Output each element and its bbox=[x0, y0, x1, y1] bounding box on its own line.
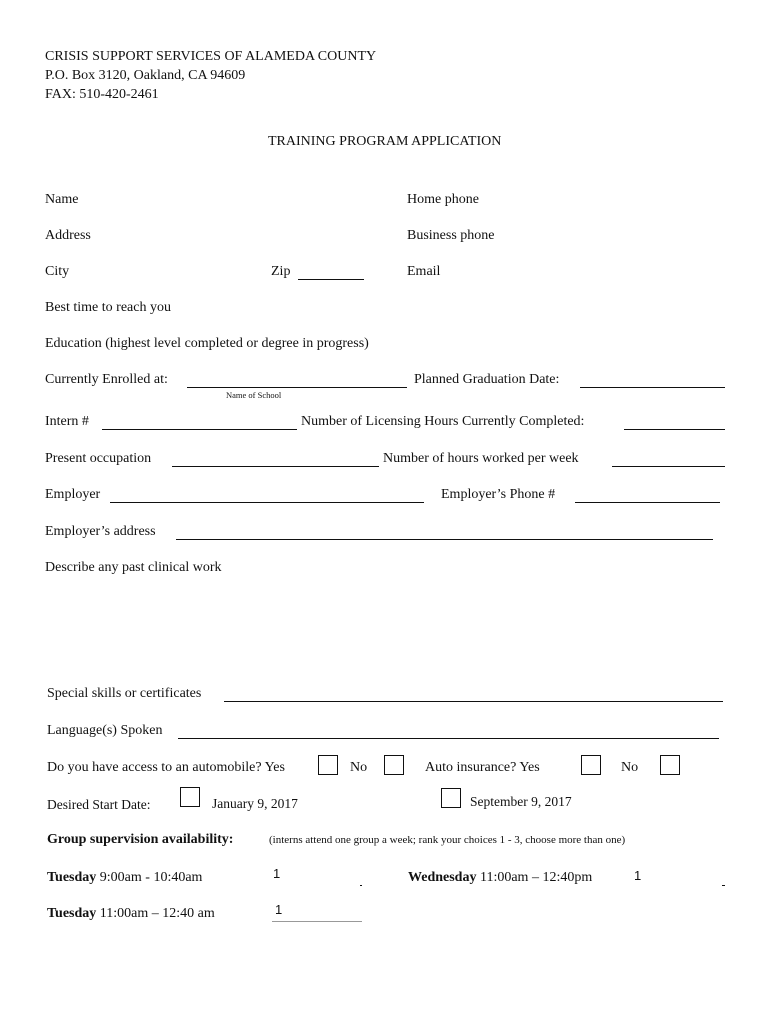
business-phone-label: Business phone bbox=[407, 228, 495, 243]
enrolled-label: Currently Enrolled at: bbox=[45, 372, 168, 387]
slot-day: Wednesday bbox=[408, 870, 477, 885]
hours-per-week-label: Number of hours worked per week bbox=[383, 451, 579, 466]
slot-day: Tuesday bbox=[47, 906, 97, 921]
slot-tuesday-late bbox=[47, 906, 215, 922]
start-september-label: September 9, 2017 bbox=[470, 794, 572, 809]
school-caption: Name of School bbox=[226, 390, 282, 400]
licensing-hours-field[interactable] bbox=[624, 429, 725, 430]
slot-rank[interactable]: 1 bbox=[273, 866, 281, 881]
skills-label: Special skills or certificates bbox=[47, 686, 202, 701]
slot-tuesday-morning bbox=[47, 870, 202, 886]
graduation-field[interactable] bbox=[580, 387, 725, 388]
employer-field[interactable] bbox=[110, 502, 424, 503]
employer-phone-label: Employer’s Phone # bbox=[441, 487, 556, 502]
intern-field[interactable] bbox=[102, 429, 297, 430]
start-january-checkbox[interactable] bbox=[180, 787, 200, 807]
supervision-note: (interns attend one group a week; rank your choices 1 - 3, choose more than one) bbox=[269, 834, 626, 846]
start-january-label: January 9, 2017 bbox=[212, 796, 298, 811]
employer-address-label: Employer’s address bbox=[45, 524, 156, 539]
licensing-hours-label: Number of Licensing Hours Currently Completed: bbox=[301, 414, 585, 429]
home-phone-label: Home phone bbox=[407, 192, 479, 207]
page-title: TRAINING PROGRAM APPLICATION bbox=[268, 134, 502, 149]
city-label: City bbox=[45, 264, 70, 279]
slot-time: 11:00am – 12:40pm bbox=[476, 870, 593, 885]
occupation-label: Present occupation bbox=[45, 451, 152, 466]
slot-rank-field[interactable] bbox=[360, 885, 362, 886]
insurance-yes-checkbox[interactable] bbox=[581, 755, 601, 775]
org-header bbox=[45, 47, 376, 104]
clinical-work-label: Describe any past clinical work bbox=[45, 560, 222, 575]
employer-address-field[interactable] bbox=[176, 539, 713, 540]
occupation-field[interactable] bbox=[172, 466, 379, 467]
slot-rank[interactable]: 1 bbox=[275, 902, 283, 917]
zip-field[interactable] bbox=[298, 279, 364, 280]
school-field[interactable] bbox=[187, 387, 407, 388]
slot-day: Tuesday bbox=[47, 870, 97, 885]
zip-label: Zip bbox=[271, 264, 291, 279]
languages-field[interactable] bbox=[178, 738, 719, 739]
start-september-checkbox[interactable] bbox=[441, 788, 461, 808]
automobile-no-checkbox[interactable] bbox=[384, 755, 404, 775]
supervision-label: Group supervision availability: bbox=[47, 832, 234, 847]
slot-rank[interactable]: 1 bbox=[634, 868, 642, 883]
hours-per-week-field[interactable] bbox=[612, 466, 725, 467]
slot-rank-field[interactable] bbox=[272, 921, 362, 922]
start-date-label: Desired Start Date: bbox=[47, 797, 151, 812]
slot-time: 11:00am – 12:40 am bbox=[96, 906, 215, 921]
org-address: P.O. Box 3120, Oakland, CA 94609 bbox=[45, 68, 246, 83]
insurance-question: Auto insurance? Yes bbox=[425, 760, 540, 775]
slot-wednesday bbox=[408, 870, 592, 886]
languages-label: Language(s) Spoken bbox=[47, 723, 163, 738]
insurance-no-label: No bbox=[621, 760, 639, 775]
address-label: Address bbox=[45, 228, 91, 243]
org-fax: FAX: 510-420-2461 bbox=[45, 87, 159, 102]
org-name: CRISIS SUPPORT SERVICES OF ALAMEDA COUNTY bbox=[45, 49, 377, 64]
slot-time: 9:00am - 10:40am bbox=[96, 870, 203, 885]
employer-label: Employer bbox=[45, 487, 101, 502]
employer-phone-field[interactable] bbox=[575, 502, 720, 503]
graduation-label: Planned Graduation Date: bbox=[414, 372, 560, 387]
skills-field[interactable] bbox=[224, 701, 723, 702]
automobile-yes-checkbox[interactable] bbox=[318, 755, 338, 775]
best-time-label: Best time to reach you bbox=[45, 300, 171, 315]
education-label: Education (highest level completed or degree in progress) bbox=[45, 336, 369, 351]
insurance-no-checkbox[interactable] bbox=[660, 755, 680, 775]
intern-label: Intern # bbox=[45, 414, 89, 429]
name-label: Name bbox=[45, 192, 79, 207]
slot-rank-field[interactable] bbox=[722, 885, 725, 886]
email-label: Email bbox=[407, 264, 441, 279]
automobile-question: Do you have access to an automobile? Yes bbox=[47, 760, 285, 775]
automobile-no-label: No bbox=[350, 760, 368, 775]
